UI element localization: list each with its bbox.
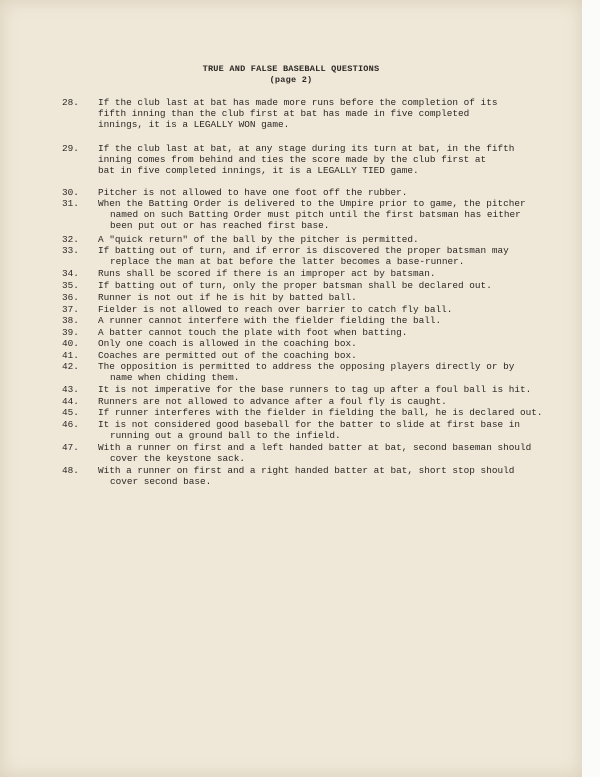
- question-number: 35.: [62, 280, 79, 291]
- question-number: 31.: [62, 198, 79, 209]
- question-number: 42.: [62, 361, 79, 372]
- question-28: [62, 97, 542, 130]
- question-46: [62, 419, 542, 441]
- background-edge: [582, 0, 600, 777]
- question-40: [62, 338, 542, 349]
- question-text: With a runner on first and a left handed batter at bat, second baseman should: [98, 442, 532, 453]
- question-text: If batting out of turn, and if error is discovered the proper batsman may: [98, 245, 509, 256]
- question-text: Runs shall be scored if there is an improper act by batsman.: [98, 268, 436, 279]
- question-text: When the Batting Order is delivered to the Umpire prior to game, the pitcher: [98, 198, 526, 209]
- question-text: If the club last at bat, at any stage during its turn at bat, in the fifth: [98, 143, 515, 154]
- question-number: 33.: [62, 245, 79, 256]
- question-text: running out a ground ball to the infield.: [110, 430, 341, 441]
- question-number: 30.: [62, 187, 79, 198]
- question-39: [62, 327, 542, 338]
- question-text: Pitcher is not allowed to have one foot off the rubber.: [98, 187, 408, 198]
- question-number: 43.: [62, 384, 79, 395]
- question-38: [62, 315, 542, 326]
- question-37: [62, 304, 542, 315]
- question-text: If batting out of turn, only the proper batsman shall be declared out.: [98, 280, 492, 291]
- question-29: [62, 143, 542, 176]
- question-text: name when chiding them.: [110, 372, 240, 383]
- question-text: fifth inning than the club first at bat has made in five completed: [98, 108, 470, 119]
- question-text: Coaches are permitted out of the coaching box.: [98, 350, 357, 361]
- question-number: 41.: [62, 350, 79, 361]
- question-text: It is not considered good baseball for the batter to slide at first base in: [98, 419, 520, 430]
- question-44: [62, 396, 542, 407]
- question-text: Runners are not allowed to advance after a foul fly is caught.: [98, 396, 447, 407]
- question-45: [62, 407, 542, 418]
- question-text: cover the keystone sack.: [110, 453, 246, 464]
- question-text: With a runner on first and a right handed batter at bat, short stop should: [98, 465, 515, 476]
- question-text: replace the man at bat before the latter becomes a base-runner.: [110, 256, 465, 267]
- document-subtitle: (page 2): [269, 75, 313, 85]
- question-number: 34.: [62, 268, 79, 279]
- question-47: [62, 442, 542, 464]
- question-34: [62, 268, 542, 279]
- question-number: 39.: [62, 327, 79, 338]
- question-number: 46.: [62, 419, 79, 430]
- question-31: [62, 198, 542, 231]
- question-30: [62, 187, 542, 198]
- question-number: 47.: [62, 442, 79, 453]
- question-35: [62, 280, 542, 291]
- question-text: been put out or has reached first base.: [110, 220, 330, 231]
- question-number: 36.: [62, 292, 79, 303]
- question-number: 32.: [62, 234, 79, 245]
- question-text: The opposition is permitted to address the opposing players directly or by: [98, 361, 515, 372]
- question-36: [62, 292, 542, 303]
- question-text: If runner interferes with the fielder in fielding the ball, he is declared out.: [98, 407, 543, 418]
- question-number: 29.: [62, 143, 79, 154]
- question-text: It is not imperative for the base runners to tag up after a foul ball is hit.: [98, 384, 532, 395]
- question-text: A runner cannot interfere with the fielder fielding the ball.: [98, 315, 442, 326]
- question-48: [62, 465, 542, 487]
- document-title: TRUE AND FALSE BASEBALL QUESTIONS: [202, 64, 380, 74]
- question-number: 37.: [62, 304, 79, 315]
- question-33: [62, 245, 542, 267]
- question-41: [62, 350, 542, 361]
- question-number: 45.: [62, 407, 79, 418]
- question-text: Runner is not out if he is hit by batted ball.: [98, 292, 357, 303]
- question-text: Only one coach is allowed in the coaching box.: [98, 338, 357, 349]
- question-number: 40.: [62, 338, 79, 349]
- question-number: 28.: [62, 97, 79, 108]
- question-text: inning comes from behind and ties the score made by the club first at: [98, 154, 487, 165]
- question-32: [62, 234, 542, 245]
- question-number: 38.: [62, 315, 79, 326]
- question-text: cover second base.: [110, 476, 212, 487]
- question-text: named on such Batting Order must pitch until the first batsman has either: [110, 209, 521, 220]
- question-text: If the club last at bat has made more runs before the completion of its: [98, 97, 498, 108]
- question-number: 44.: [62, 396, 79, 407]
- question-42: [62, 361, 542, 383]
- question-text: bat in five completed innings, it is a LEGALLY TIED game.: [98, 165, 419, 176]
- question-text: innings, it is a LEGALLY WON game.: [98, 119, 290, 130]
- question-text: A batter cannot touch the plate with foot when batting.: [98, 327, 408, 338]
- question-text: Fielder is not allowed to reach over barrier to catch fly ball.: [98, 304, 453, 315]
- question-text: A "quick return" of the ball by the pitcher is permitted.: [98, 234, 419, 245]
- question-43: [62, 384, 542, 395]
- question-number: 48.: [62, 465, 79, 476]
